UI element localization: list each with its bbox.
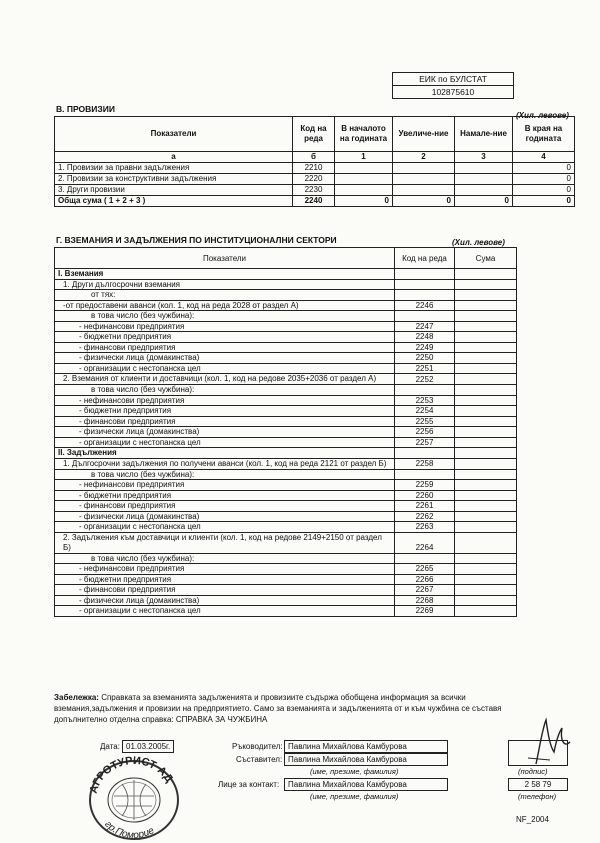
row-code: 2258: [395, 458, 455, 469]
row-label: в това число (без чужбина):: [55, 469, 395, 480]
row-code: 2266: [395, 574, 455, 585]
table-row: [55, 574, 517, 585]
row-sum: [455, 385, 517, 396]
row-code: 2255: [395, 416, 455, 427]
row-sum: [455, 300, 517, 311]
index-cell: б: [293, 152, 335, 163]
table-row: [55, 279, 517, 290]
row-sum: [455, 395, 517, 406]
row-code: 2248: [395, 332, 455, 343]
row-label: - бюджетни предприятия: [55, 332, 395, 343]
row-label: - нефинансови предприятия: [55, 564, 395, 575]
table-row: [55, 553, 517, 564]
row-label: - организации с нестопанска цел: [55, 522, 395, 533]
table-row: [55, 532, 517, 553]
provisions-index-row: [55, 152, 575, 163]
table-row: [55, 321, 517, 332]
row-sum: [455, 448, 517, 459]
row-label: - организации с нестопанска цел: [55, 363, 395, 374]
row-sum: [455, 564, 517, 575]
col-header: Намале-ние: [455, 117, 513, 152]
row-label: 2. Вземания от клиенти и доставчици (кол. 1, код на редове 2035+2036 от раздел А): [55, 374, 395, 385]
row-sum: [455, 279, 517, 290]
row-code: 2240: [293, 196, 335, 207]
row-value: [393, 163, 455, 174]
row-label: - организации с нестопанска цел: [55, 606, 395, 617]
col-header: Сума: [455, 248, 517, 269]
row-label: Обща сума ( 1 + 2 + 3 ): [55, 196, 293, 207]
company-stamp: [84, 756, 184, 840]
row-sum: [455, 342, 517, 353]
row-value: [455, 163, 513, 174]
phone-value: 2 58 79: [508, 778, 568, 791]
table-row: [55, 385, 517, 396]
row-sum: [455, 490, 517, 501]
table-row: [55, 174, 575, 185]
table-row: [55, 185, 575, 196]
row-label: в това число (без чужбина):: [55, 311, 395, 322]
row-value: 0: [513, 163, 575, 174]
row-code: 2230: [293, 185, 335, 196]
row-value: 0: [393, 196, 455, 207]
index-cell: 2: [393, 152, 455, 163]
row-code: [395, 469, 455, 480]
row-label: - физически лица (домакинства): [55, 511, 395, 522]
form-code: NF_2004: [516, 815, 549, 824]
eik-label: ЕИК по БУЛСТАТ: [419, 74, 487, 84]
row-label: - финансови предприятия: [55, 585, 395, 596]
total-row: [55, 196, 575, 207]
row-code: 2262: [395, 511, 455, 522]
row-sum: [455, 332, 517, 343]
row-label: - организации с нестопанска цел: [55, 437, 395, 448]
row-code: 2256: [395, 427, 455, 438]
row-sum: [455, 406, 517, 417]
row-code: [395, 290, 455, 301]
row-code: 2253: [395, 395, 455, 406]
table-row: [55, 606, 517, 617]
stamp-top-text: АГРОТУРИСТ АД: [87, 756, 176, 795]
table-row: [55, 511, 517, 522]
row-sum: [455, 363, 517, 374]
col-header: Увеличе-ние: [393, 117, 455, 152]
row-label: I. Вземания: [55, 269, 395, 280]
row-code: [395, 448, 455, 459]
row-label: - финансови предприятия: [55, 342, 395, 353]
manager-label: Ръководител:: [232, 742, 283, 751]
row-label: 1. Дългосрочни задължения по получени аванси (кол. 1, код на реда 2121 от раздел Б): [55, 458, 395, 469]
table-row: [55, 395, 517, 406]
signature-scribble: [520, 712, 580, 772]
row-label: - бюджетни предприятия: [55, 490, 395, 501]
row-value: [335, 174, 393, 185]
row-code: 2259: [395, 480, 455, 491]
name-hint: (име, презиме, фамилия): [310, 767, 399, 776]
row-value: [393, 185, 455, 196]
row-code: 2254: [395, 406, 455, 417]
receivables-body: [55, 269, 517, 617]
table-row: [55, 585, 517, 596]
col-header: Код на реда: [293, 117, 335, 152]
row-sum: [455, 311, 517, 322]
table-row: [55, 469, 517, 480]
row-label: - физически лица (домакинства): [55, 427, 395, 438]
table-row: [55, 163, 575, 174]
table-row: [55, 416, 517, 427]
row-label: - нефинансови предприятия: [55, 321, 395, 332]
row-sum: [455, 511, 517, 522]
row-sum: [455, 458, 517, 469]
row-sum: [455, 374, 517, 385]
row-code: [395, 385, 455, 396]
row-label: -от предоставени аванси (кол. 1, код на реда 2028 от раздел А): [55, 300, 395, 311]
row-value: 0: [455, 196, 513, 207]
signature-hint: (подпис): [518, 767, 548, 776]
row-label: 2. Провизии за конструктивни задължения: [55, 174, 293, 185]
index-cell: 3: [455, 152, 513, 163]
row-label: - финансови предприятия: [55, 416, 395, 427]
table-row: [55, 480, 517, 491]
table-row: [55, 458, 517, 469]
row-label: 1. Други дългосрочни вземания: [55, 279, 395, 290]
col-header: В края на годината: [513, 117, 575, 152]
index-cell: а: [55, 152, 293, 163]
section-b-title: В. ПРОВИЗИИ: [56, 104, 115, 114]
row-label: - финансови предприятия: [55, 501, 395, 512]
name-hint: (име, презиме, фамилия): [310, 792, 399, 801]
row-sum: [455, 585, 517, 596]
table-row: [55, 311, 517, 322]
section-g-unit: (Хил. левове): [452, 238, 505, 247]
row-code: 2267: [395, 585, 455, 596]
row-code: [395, 311, 455, 322]
row-sum: [455, 290, 517, 301]
row-label: - бюджетни предприятия: [55, 574, 395, 585]
row-value: [455, 185, 513, 196]
row-label: 3. Други провизии: [55, 185, 293, 196]
row-code: 2261: [395, 501, 455, 512]
row-value: 0: [513, 196, 575, 207]
row-code: [395, 279, 455, 290]
row-sum: [455, 595, 517, 606]
table-row: [55, 353, 517, 364]
phone-hint: (телефон): [518, 792, 557, 801]
row-code: [395, 269, 455, 280]
row-sum: [455, 427, 517, 438]
row-label: в това число (без чужбина):: [55, 553, 395, 564]
row-code: 2264: [395, 532, 455, 553]
row-code: 2257: [395, 437, 455, 448]
row-code: 2252: [395, 374, 455, 385]
row-code: 2260: [395, 490, 455, 501]
row-value: [393, 174, 455, 185]
row-code: 2210: [293, 163, 335, 174]
row-label: - физически лица (домакинства): [55, 595, 395, 606]
section-g-title: Г. ВЗЕМАНИЯ И ЗАДЪЛЖЕНИЯ ПО ИНСТИТУЦИОНАЛНИ СЕКТОРИ: [56, 235, 337, 245]
row-label: - нефинансови предприятия: [55, 480, 395, 491]
col-header: Показатели: [55, 248, 395, 269]
row-sum: [455, 522, 517, 533]
row-code: 2263: [395, 522, 455, 533]
note-text: Справката за вземанията задълженията и провизиите съдържа обобщена информация за всички вземания,задължения и провизии на предприятието. Само за вземанията и задълженията от и към чужбина се съставя допълнително отделна справка: СПРАВКА ЗА ЧУЖБИНА: [54, 693, 502, 724]
row-sum: [455, 469, 517, 480]
row-value: [455, 174, 513, 185]
row-value: [335, 185, 393, 196]
date-label: Дата:: [100, 742, 120, 751]
table-row: [55, 300, 517, 311]
row-sum: [455, 501, 517, 512]
table-row: [55, 342, 517, 353]
table-row: [55, 564, 517, 575]
row-sum: [455, 532, 517, 553]
row-value: 0: [513, 185, 575, 196]
row-code: 2247: [395, 321, 455, 332]
col-header: В началото на годината: [335, 117, 393, 152]
row-label: - бюджетни предприятия: [55, 406, 395, 417]
table-row: [55, 595, 517, 606]
receivables-table: [54, 247, 517, 617]
row-sum: [455, 480, 517, 491]
provisions-header-row: [55, 117, 575, 152]
table-row: [55, 269, 517, 280]
row-code: 2265: [395, 564, 455, 575]
table-row: [55, 448, 517, 459]
contact-value: Павлина Михайлова Камбурова: [284, 778, 448, 791]
table-row: [55, 522, 517, 533]
stamp-bottom-text: гр.Поморие: [102, 819, 157, 840]
row-label: II. Задължения: [55, 448, 395, 459]
row-code: 2250: [395, 353, 455, 364]
table-row: [55, 363, 517, 374]
row-label: - нефинансови предприятия: [55, 395, 395, 406]
provisions-table: [54, 116, 575, 207]
row-label: 1. Провизии за правни задължения: [55, 163, 293, 174]
table-row: [55, 427, 517, 438]
row-sum: [455, 269, 517, 280]
row-code: 2246: [395, 300, 455, 311]
table-row: [55, 290, 517, 301]
row-label: в това число (без чужбина):: [55, 385, 395, 396]
row-sum: [455, 606, 517, 617]
manager-value: Павлина Михайлова Камбурова: [284, 740, 448, 753]
table-row: [55, 332, 517, 343]
compiler-label: Съставител:: [236, 755, 283, 764]
table-row: [55, 406, 517, 417]
row-label: от тях:: [55, 290, 395, 301]
row-code: 2249: [395, 342, 455, 353]
index-cell: 4: [513, 152, 575, 163]
eik-value: 102875610: [393, 85, 513, 98]
compiler-value: Павлина Михайлова Камбурова: [284, 753, 448, 766]
row-label: - физически лица (домакинства): [55, 353, 395, 364]
eik-box: [392, 72, 514, 99]
row-code: 2220: [293, 174, 335, 185]
row-value: 0: [335, 196, 393, 207]
row-sum: [455, 437, 517, 448]
note: [54, 692, 524, 725]
row-value: 0: [513, 174, 575, 185]
row-code: 2268: [395, 595, 455, 606]
row-value: [335, 163, 393, 174]
row-sum: [455, 416, 517, 427]
table-row: [55, 490, 517, 501]
section-b-unit: (Хил. левове): [516, 111, 569, 120]
table-row: [55, 374, 517, 385]
row-code: [395, 553, 455, 564]
receivables-header-row: [55, 248, 517, 269]
row-sum: [455, 321, 517, 332]
contact-label: Лице за контакт:: [218, 780, 280, 789]
note-label: Забележка:: [54, 693, 99, 702]
row-label: 2. Задължения към доставчици и клиенти (кол. 1, код на редове 2149+2150 от раздел Б): [55, 532, 395, 553]
table-row: [55, 437, 517, 448]
row-sum: [455, 553, 517, 564]
table-row: [55, 501, 517, 512]
date-value: 01.03.2005г.: [122, 740, 174, 753]
col-header: Код на реда: [395, 248, 455, 269]
col-header: Показатели: [55, 117, 293, 152]
row-code: 2269: [395, 606, 455, 617]
row-code: 2251: [395, 363, 455, 374]
index-cell: 1: [335, 152, 393, 163]
row-sum: [455, 574, 517, 585]
row-sum: [455, 353, 517, 364]
